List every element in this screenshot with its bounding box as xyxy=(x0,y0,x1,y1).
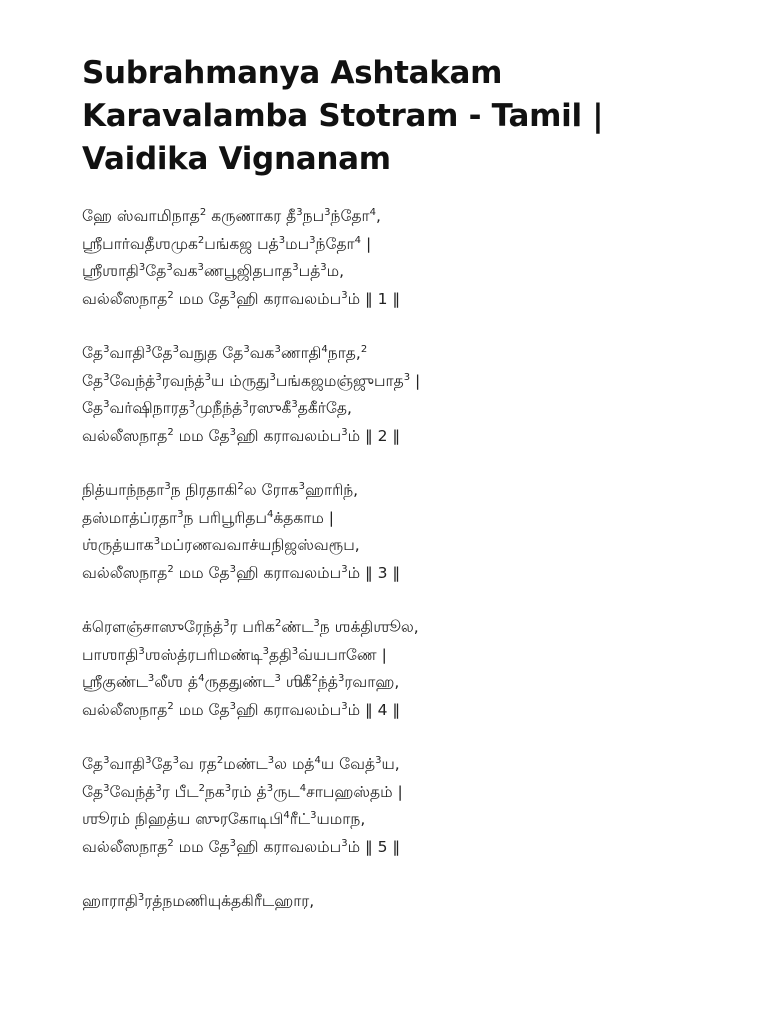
verse-line: பாஶாதி$^3$ஶஸ்த்ரபரிமண்டி$^3$ததி$^3$வ்யபாணே | xyxy=(82,645,387,664)
stotram-verses xyxy=(82,203,722,916)
verse-line: தே$^3$வாதி$^3$தே$^3$வ ரத$^2$மண்ட$^3$ல மத்$^4$ய வேத்$^3$ய, xyxy=(82,754,400,773)
page-title: Subrahmanya Ashtakam Karavalamba Stotram - Tamil | Vaidika Vignanam xyxy=(82,55,604,177)
verse-line: ஶ்ரீபார்வதீஶமுக$^2$பங்கஜ பத்$^3$மப$^3$ந்தோ$^4$ | xyxy=(82,234,372,253)
verse-line: நித்யாந்நதா$^3$ந நிரதாகி$^2$ல ரோக$^3$ஹாரிந், xyxy=(82,480,359,499)
article xyxy=(82,52,722,943)
verse-line: வல்லீஸநாத$^2$ மம தே$^3$ஹி கராவலம்ப$^3$ம் ‖ 4 ‖ xyxy=(82,700,401,719)
verse-line: ஶ்ருத்யாக$^3$மப்ரணவவாச்யநிஜஸ்வரூப, xyxy=(82,535,360,554)
verse-line: வல்லீஸநாத$^2$ மம தே$^3$ஹி கராவலம்ப$^3$ம் ‖ 1 ‖ xyxy=(82,289,401,308)
verse-line: வல்லீஸநாத$^2$ மம தே$^3$ஹி கராவலம்ப$^3$ம் ‖ 2 ‖ xyxy=(82,426,401,445)
verse xyxy=(82,888,722,916)
verse-line: ஹாராதி$^3$ரத்நமணியுக்தகிரீடஹார, xyxy=(82,891,315,910)
verse-line: தே$^3$வேந்த்$^3$ர பீட$^2$நக$^3$ரம் த்$^3$ருட$^4$சாபஹஸ்தம் | xyxy=(82,782,403,801)
verse-line: தே$^3$வாதி$^3$தே$^3$வநுத தே$^3$வக$^3$ணாதி$^4$நாத,$^2$ xyxy=(82,343,368,362)
verse xyxy=(82,477,722,587)
verse-line: க்ரௌஞ்சாஸுரேந்த்$^3$ர பரிக$^2$ண்ட$^3$ந ஶக்திஶூல, xyxy=(82,617,419,636)
verse-line: வல்லீஸநாத$^2$ மம தே$^3$ஹி கராவலம்ப$^3$ம் ‖ 5 ‖ xyxy=(82,837,401,856)
verse xyxy=(82,340,722,450)
verse xyxy=(82,203,722,313)
verse-line: தே$^3$வேந்த்$^3$ரவந்த்$^3$ய ம்ருது$^3$பங்கஜமஞ்ஜுபாத$^3$ | xyxy=(82,371,421,390)
verse-line: ஶ்ரீகுண்ட$^3$லீஶ த்$^4$ருததுண்ட$^3$ ஶிகீ$^2$ந்த்$^3$ரவாஹ, xyxy=(82,672,400,691)
verse-line: தே$^3$வர்ஷிநாரத$^3$முநீந்த்$^3$ரஸுகீ$^3$தகீர்தே, xyxy=(82,398,352,417)
verse-line: வல்லீஸநாத$^2$ மம தே$^3$ஹி கராவலம்ப$^3$ம் ‖ 3 ‖ xyxy=(82,563,401,582)
verse-line: ஶூரம் நிஹத்ய ஸுரகோடிபி$^4$ரீட்$^3$யமாந, xyxy=(82,809,366,828)
verse-line: ஹே ஸ்வாமிநாத$^2$ கருணாகர தீ$^3$நப$^3$ந்தோ$^4$, xyxy=(82,206,381,225)
verse xyxy=(82,614,722,724)
verse xyxy=(82,751,722,861)
verse-line: தஸ்மாத்ப்ரதா$^3$ந பரிபூரிதப$^4$க்தகாம | xyxy=(82,508,335,527)
verse-line: ஶ்ரீஶாதி$^3$தே$^3$வக$^3$ணபூஜிதபாத$^3$பத்$^3$ம, xyxy=(82,261,345,280)
